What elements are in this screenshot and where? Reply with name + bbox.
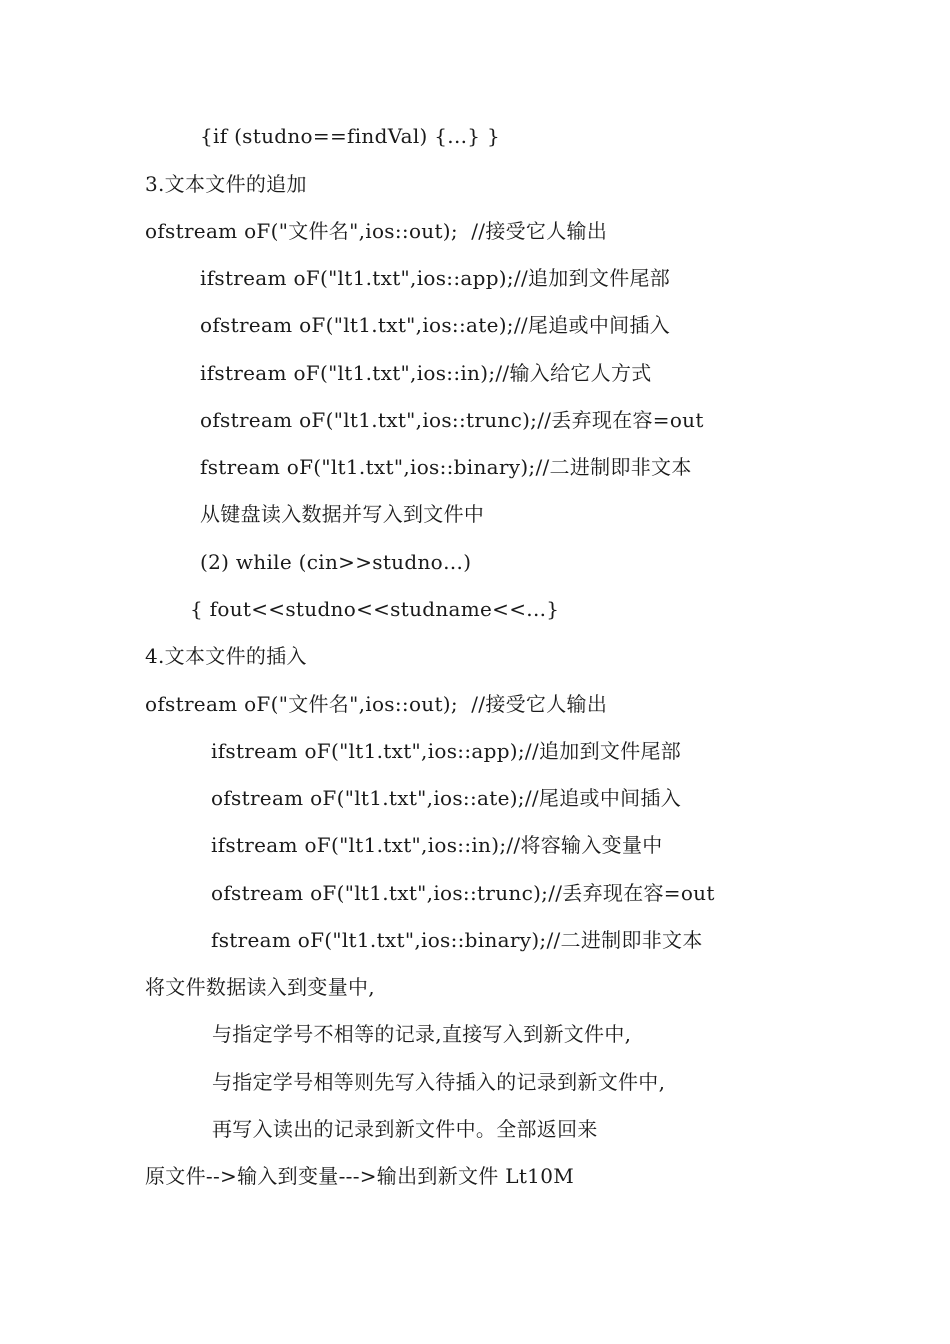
code-line-fstream-binary: fstream oF("lt1.txt",ios::binary);//二进制即非文本 [200,455,692,479]
code-line-ofstream-ate-2: ofstream oF("lt1.txt",ios::ate);//尾追或中间插入 [211,786,682,810]
code-line-ifstream-in-2: ifstream oF("lt1.txt",ios::in);//将容输入变量中 [211,833,663,857]
text-line-flow-summary: 原文件-->输入到变量--->输出到新文件 Lt10M [145,1164,575,1188]
code-line-ofstream-out: ofstream oF("文件名",ios::out); //接受它人输出 [145,219,608,243]
code-line-while-cin: (2) while (cin>>studno…) [200,550,472,574]
text-line-not-equal-record: 与指定学号不相等的记录,直接写入到新文件中, [212,1022,632,1046]
code-line-fstream-binary-2: fstream oF("lt1.txt",ios::binary);//二进制即非文本 [211,928,703,952]
code-line-ofstream-ate: ofstream oF("lt1.txt",ios::ate);//尾追或中间插入 [200,313,671,337]
code-line-ofstream-trunc-2: ofstream oF("lt1.txt",ios::trunc);//丢弃现在容=out [211,881,715,905]
section-heading-insert: 4.文本文件的插入 [145,644,307,668]
code-line-ifstream-in: ifstream oF("lt1.txt",ios::in);//输入给它人方式 [200,361,652,385]
code-line-ofstream-trunc: ofstream oF("lt1.txt",ios::trunc);//丢弃现在容=out [200,408,704,432]
code-line-ifstream-app: ifstream oF("lt1.txt",ios::app);//追加到文件尾部 [200,266,671,290]
code-line-ofstream-out-2: ofstream oF("文件名",ios::out); //接受它人输出 [145,692,608,716]
text-line-equal-record: 与指定学号相等则先写入待插入的记录到新文件中, [212,1070,666,1094]
text-line-read-to-variable: 将文件数据读入到变量中, [145,975,375,999]
text-line-keyboard-input: 从键盘读入数据并写入到文件中 [200,502,485,526]
code-line-fout: { fout<<studno<<studname<<...} [190,597,560,621]
section-heading-append: 3.文本文件的追加 [145,172,307,196]
code-line-if-findval: {if (studno==findVal) {...} } [200,124,500,148]
code-line-ifstream-app-2: ifstream oF("lt1.txt",ios::app);//追加到文件尾部 [211,739,682,763]
text-line-write-read-record: 再写入读出的记录到新文件中。全部返回来 [212,1117,598,1141]
